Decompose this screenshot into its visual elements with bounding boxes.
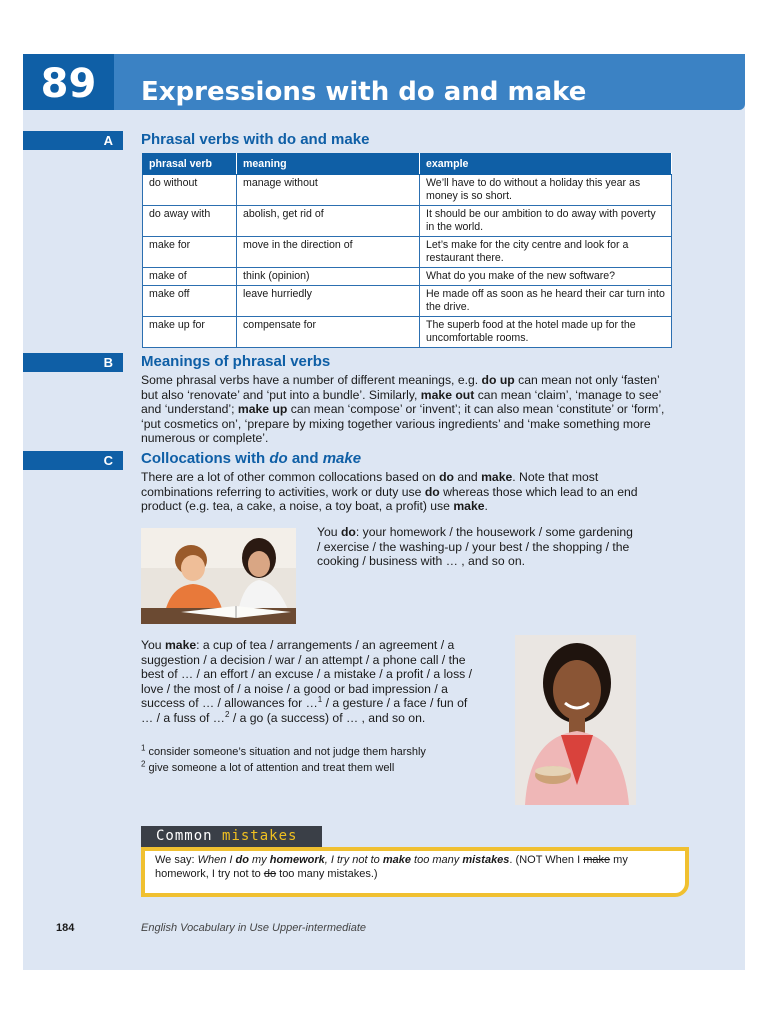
table-row (143, 268, 672, 286)
footnote-2: $^2$ give someone a lot of attention and treat them well (141, 759, 395, 774)
footnote-1: $^1$ consider someone’s situation and not judge them harshly (141, 743, 426, 758)
cell-verb: make up for (143, 317, 237, 348)
cell-verb: make off (143, 286, 237, 317)
header-phrasal-verb: phrasal verb (143, 154, 237, 175)
section-c-paragraph: There are a lot of other common collocations based on do and make. Note that most combinations referring to activities, work or duty use do whereas those which lead to an end product (e.g. tea, a cake, a noise, a toy boat, a profit) use make. (141, 470, 638, 514)
table-row (143, 286, 672, 317)
cell-verb: do without (143, 175, 237, 206)
common-mistakes-text: We say: When I do my homework, I try not to make too many mistakes. (NOT When I make my homework, I try not to do too many mistakes.) (155, 854, 628, 880)
common-mistakes-heading: Common mistakes (141, 826, 322, 847)
phrasal-verbs-table (142, 153, 672, 348)
unit-title: Expressions with do and make (141, 77, 587, 107)
section-b-tab: B (23, 353, 123, 372)
cell-meaning: abolish, get rid of (237, 206, 420, 237)
page-number: 184 (56, 922, 75, 934)
section-c-tab: C (23, 451, 123, 470)
cell-verb: make for (143, 237, 237, 268)
book-title: English Vocabulary in Use Upper-intermediate (141, 922, 367, 934)
cell-verb: do away with (143, 206, 237, 237)
cell-example: He made off as soon as he heard their car turn into the drive. (420, 286, 672, 317)
unit-number: 89 (23, 54, 114, 110)
tea-photo (515, 635, 636, 805)
section-b-paragraph: Some phrasal verbs have a number of different meanings, e.g. do up can mean not only ‘fasten’ but also ‘renovate’ and ‘put into a bundle’. Similarly, make out can mean ‘claim’, ‘manage to see’ and ‘understand’; make up can mean ‘compose’ or ‘invent’; it can also mean ‘constitute’ or ‘form’, ‘put cosmetics on’, ‘prepare by mixing together various ingredients’ and ‘make something more numerous or complete’. (141, 373, 665, 446)
section-a-title: Phrasal verbs with do and make (141, 131, 370, 148)
cell-example: It should be our ambition to do away with poverty in the world. (420, 206, 672, 237)
cell-example: Let’s make for the city centre and look for a restaurant there. (420, 237, 672, 268)
cell-example: What do you make of the new software? (420, 268, 672, 286)
header-example: example (420, 154, 672, 175)
cell-meaning: compensate for (237, 317, 420, 348)
make-collocations: You make: a cup of tea / arrangements / an agreement / a suggestion / a decision / war / an attempt / a phone call / the best of … / an effort / an excuse / a mistake / a profit / a loss / love / the most of / a noise / a good or bad impression / a success of … / allowances for …$^1$ / a gesture / a face / fun of … / a fuss of …$^2$ / a go (a success) of … , and so on. (141, 638, 473, 725)
cell-example: We’ll have to do without a holiday this year as money is so short. (420, 175, 672, 206)
cell-meaning: think (opinion) (237, 268, 420, 286)
section-b-title: Meanings of phrasal verbs (141, 353, 331, 370)
table-row (143, 317, 672, 348)
section-c-title: Collocations with do and make (141, 450, 362, 467)
table-header-row (143, 154, 672, 175)
cell-example: The superb food at the hotel made up for the uncomfortable rooms. (420, 317, 672, 348)
cell-verb: make of (143, 268, 237, 286)
homework-photo (141, 528, 296, 624)
table-row (143, 206, 672, 237)
section-a-tab: A (23, 131, 123, 150)
cell-meaning: leave hurriedly (237, 286, 420, 317)
do-collocations: You do: your homework / the housework / some gardening / exercise / the washing-up / your best / the shopping / the cooking / business with … , and so on. (317, 525, 633, 569)
cell-meaning: move in the direction of (237, 237, 420, 268)
table-row (143, 237, 672, 268)
table-row (143, 175, 672, 206)
cell-meaning: manage without (237, 175, 420, 206)
header-meaning: meaning (237, 154, 420, 175)
